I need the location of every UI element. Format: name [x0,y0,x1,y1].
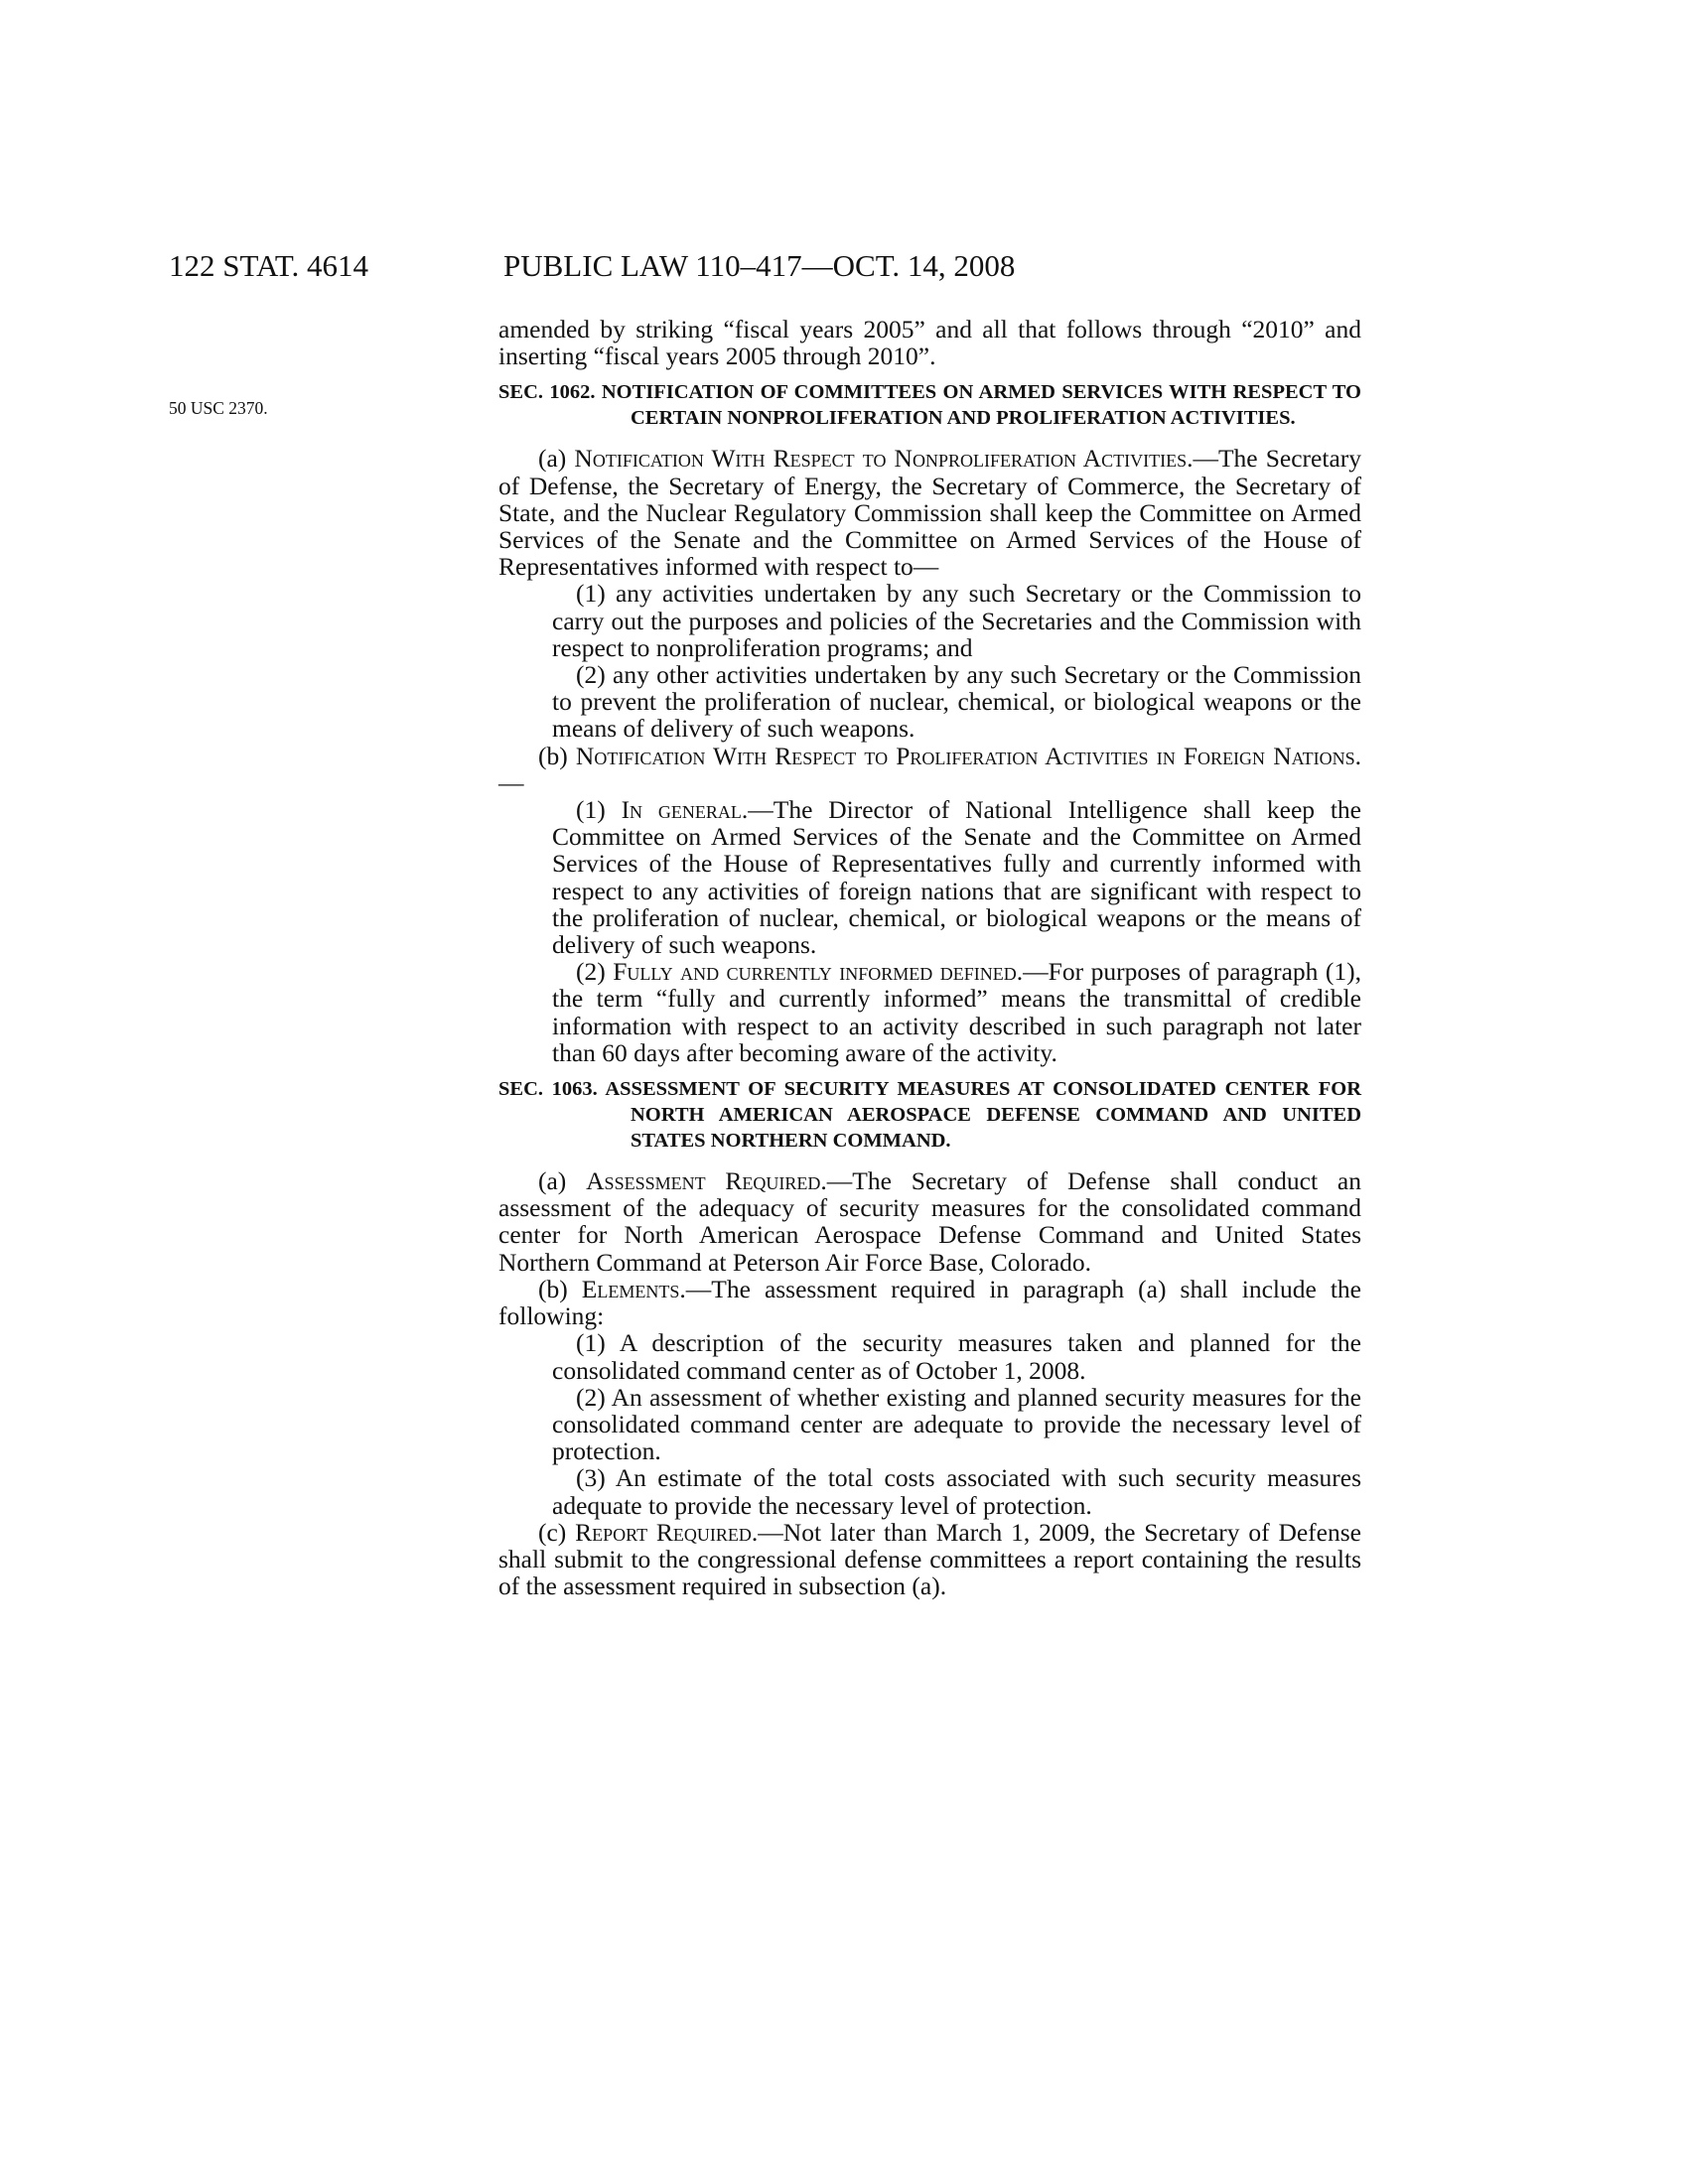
subsection-label: (b) [538,1274,582,1303]
section-1063-subsection-c [498,1519,1361,1600]
page-header [169,246,1360,286]
subsection-label: (a) [538,1166,587,1196]
section-1063-b-paragraph-3: (3) An estimate of the total costs associated with such security measures adequate to provide the necessary level of protection. [552,1463,1361,1520]
subsection-text: —The assessment required in paragraph (a) shall include the following: [498,1274,1361,1331]
section-1062-b-paragraph-1 [498,796,1361,958]
subsection-text: —The Secretary of Defense shall conduct an assessment of the adequacy of security measures for the consolidated command center for North American Aerospace Defense Command and United States Northern Command at Peterson Air Force Base, Colorado. [498,1166,1361,1277]
section-1062-b-paragraph-2 [498,958,1361,1066]
section-1062-a-paragraph-1: (1) any activities undertaken by any such Secretary or the Commission to carry out the purposes and policies of the Secretaries and the Commission with respect to nonproliferation programs; and [552,579,1361,662]
statute-page-number: 122 STAT. 4614 [169,248,369,283]
paragraph-label: (1) [576,795,622,825]
public-law-title: PUBLIC LAW 110–417—OCT. 14, 2008 [503,248,1016,283]
section-1062-subsection-a [498,445,1361,580]
subsection-heading: Elements. [581,1274,686,1303]
paragraph-text: —The Director of National Intelligence shall keep the Committee on Armed Services of the Senate and the Committee on Armed Services of the House of Representatives fully and currently informed with respect to any activities of foreign nations that are significant with respect to the proliferation of nuclear, chemical, or biological weapons or the means of delivery of such weapons. [552,795,1361,960]
subsection-label: (c) [538,1517,576,1547]
subsection-text: —Not later than March 1, 2009, the Secretary of Defense shall submit to the congressional defense committees a report containing the results of the assessment required in subsection (a). [498,1517,1361,1601]
intro-paragraph: amended by striking “fiscal years 2005” and all that follows through “2010” and inserting “fiscal years 2005 through 2010”. [498,315,1361,371]
section-1063-subsection-a [498,1167,1361,1276]
body-text [498,316,1361,1599]
section-1062-a-paragraph-2: (2) any other activities undertaken by any such Secretary or the Commission to prevent the proliferation of nuclear, chemical, or biological weapons or the means of delivery of such weapons. [552,660,1361,744]
paragraph-heading: In general. [621,795,749,825]
subsection-text: —The Secretary of Defense, the Secretary of Energy, the Secretary of Commerce, the Secretary of State, and the Nuclear Regulatory Commission shall keep the Committee on Armed Services of the Senate and the Committee on Armed Services of the House of Representatives informed with respect to— [498,444,1361,582]
subsection-heading: Assessment Required. [586,1166,827,1196]
subsection-heading: Notification With Respect to Proliferation Activities in Foreign Nations. [575,741,1362,770]
subsection-text: — [498,767,524,797]
section-1062-heading: SEC. 1062. NOTIFICATION OF COMMITTEES ON ARMED SERVICES WITH RESPECT TO CERTAIN NONPROLIFERATION AND PROLIFERATION ACTIVITIES. [498,381,1361,430]
paragraph-text: —For purposes of paragraph (1), the term “fully and currently informed” means the transmittal of credible information with respect to an activity described in such paragraph not later than 60 days after becoming aware of the activity. [552,957,1361,1067]
section-1063-heading: SEC. 1063. ASSESSMENT OF SECURITY MEASURES AT CONSOLIDATED CENTER FOR NORTH AMERICAN AEROSPACE DEFENSE COMMAND AND UNITED STATES NORTHERN COMMAND. [498,1078,1361,1153]
section-1063-subsection-b [498,1276,1361,1329]
paragraph-label: (2) [576,957,614,987]
subsection-label: (a) [538,444,575,474]
paragraph-heading: Fully and currently informed defined. [613,957,1024,987]
section-1062-subsection-b [498,743,1361,796]
subsection-heading: Notification With Respect to Nonproliferation Activities. [574,444,1194,474]
section-1063-b-paragraph-2: (2) An assessment of whether existing and planned security measures for the consolidated command center are adequate to provide the necessary level of protection. [552,1382,1361,1466]
section-1063-b-paragraph-1: (1) A description of the security measures taken and planned for the consolidated command center as of October 1, 2008. [552,1328,1361,1385]
subsection-heading: Report Required. [575,1517,759,1547]
subsection-label: (b) [538,741,576,770]
margin-citation: 50 USC 2370. [169,398,268,418]
